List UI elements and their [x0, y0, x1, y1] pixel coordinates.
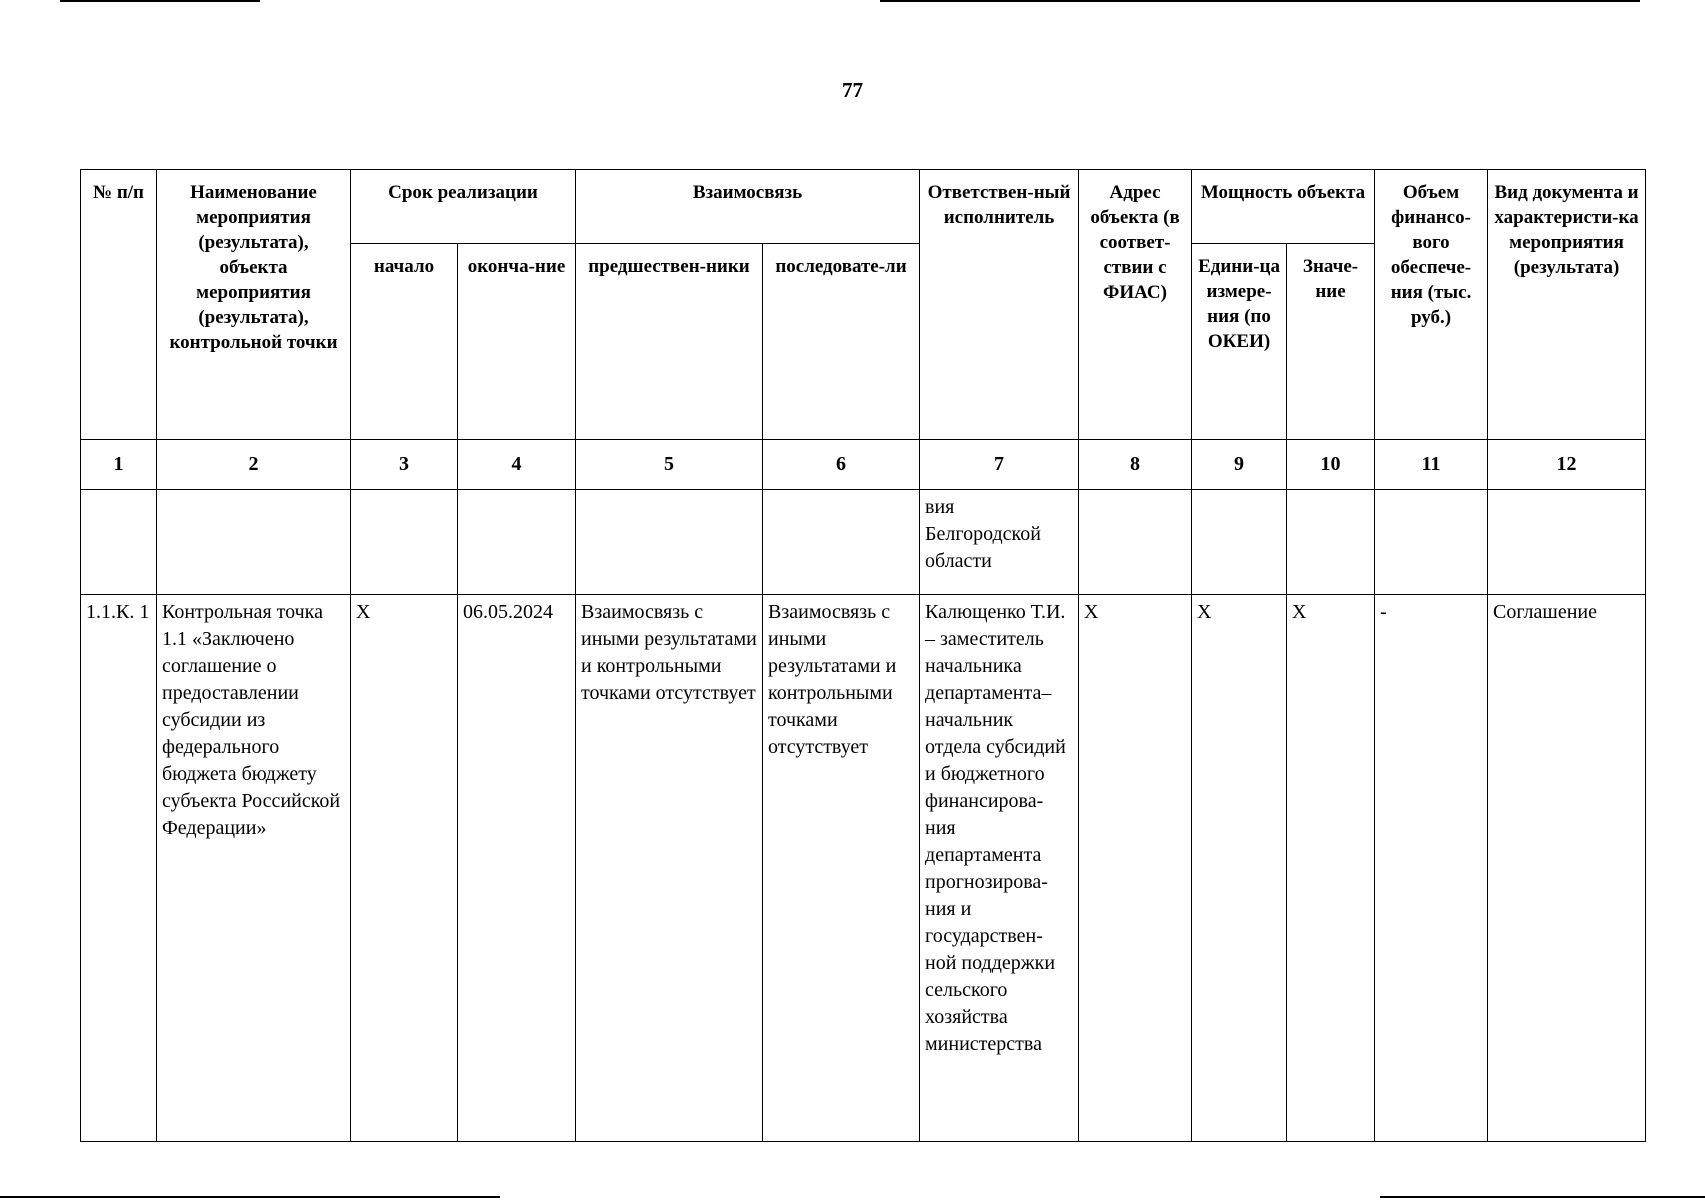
column-number: 3 — [351, 440, 458, 490]
table-cell — [458, 490, 576, 595]
header-row-1 — [81, 170, 1646, 244]
table-cell — [351, 490, 458, 595]
column-number: 11 — [1375, 440, 1488, 490]
header-address: Адрес объекта (в соответ-ствии с ФИАС) — [1079, 170, 1192, 440]
row-name: Контрольная точка 1.1 «Заключено соглашение о предоставлении субсидии из федерального бюджета бюджету субъекта Российской Федерации» — [157, 595, 351, 1142]
header-responsible: Ответствен-ный исполнитель — [920, 170, 1079, 440]
scan-edge-bottom-left — [0, 1196, 500, 1198]
scan-edge-top-left — [60, 0, 260, 2]
header-finance: Объем финансо-вого обеспече-ния (тыс. руб.) — [1375, 170, 1488, 440]
table-cell — [81, 490, 157, 595]
scan-edge-bottom-right — [1380, 1196, 1705, 1198]
row-document: Соглашение — [1488, 595, 1646, 1142]
column-number: 8 — [1079, 440, 1192, 490]
header-power-unit: Едини-ца измере-ния (по ОКЕИ) — [1192, 244, 1287, 440]
table-cell — [763, 490, 920, 595]
header-document: Вид документа и характеристи-ка мероприятия (результата) — [1488, 170, 1646, 440]
header-name: Наименование мероприятия (результата), объекта мероприятия (результата), контрольной точки — [157, 170, 351, 440]
continuation-row — [81, 490, 1646, 595]
page-number: 77 — [842, 78, 863, 102]
table-cell — [1287, 490, 1375, 595]
row-next: Взаимосвязь с иными результатами и контрольными точками отсутствует — [763, 595, 920, 1142]
table-cell — [1192, 490, 1287, 595]
row-unit: X — [1192, 595, 1287, 1142]
column-number: 12 — [1488, 440, 1646, 490]
table-cell — [1488, 490, 1646, 595]
column-number: 9 — [1192, 440, 1287, 490]
column-number: 1 — [81, 440, 157, 490]
column-number: 4 — [458, 440, 576, 490]
row-start: X — [351, 595, 458, 1142]
column-number: 7 — [920, 440, 1079, 490]
header-power: Мощность объекта — [1192, 170, 1375, 244]
header-link-prev: предшествен-ники — [576, 244, 763, 440]
header-power-value: Значе-ние — [1287, 244, 1375, 440]
header-num: № п/п — [81, 170, 157, 440]
plan-table — [80, 169, 1646, 1142]
header-link: Взаимосвязь — [576, 170, 920, 244]
row-address: X — [1079, 595, 1192, 1142]
header-term-end: оконча-ние — [458, 244, 576, 440]
column-number: 6 — [763, 440, 920, 490]
header-link-next: последовате-ли — [763, 244, 920, 440]
column-number: 2 — [157, 440, 351, 490]
continuation-responsible: вия Белгородской области — [920, 490, 1079, 595]
scan-edge-top-right — [880, 0, 1640, 2]
table-cell — [576, 490, 763, 595]
header-term: Срок реализации — [351, 170, 576, 244]
column-number: 10 — [1287, 440, 1375, 490]
row-num: 1.1.К. 1 — [81, 595, 157, 1142]
header-term-start: начало — [351, 244, 458, 440]
table-row — [81, 595, 1646, 1142]
row-end: 06.05.2024 — [458, 595, 576, 1142]
row-value: X — [1287, 595, 1375, 1142]
table-cell — [1375, 490, 1488, 595]
row-responsible: Калющенко Т.И. – заместитель начальника департамента– начальник отдела субсидий и бюджетного финансирова-ния департамента прогнозирова-ния и государствен-ной поддержки сельского хозяйства министерства — [920, 595, 1079, 1142]
row-prev: Взаимосвязь с иными результатами и контрольными точками отсутствует — [576, 595, 763, 1142]
column-number-row — [81, 440, 1646, 490]
column-number: 5 — [576, 440, 763, 490]
row-finance: - — [1375, 595, 1488, 1142]
table-cell — [1079, 490, 1192, 595]
table-cell — [157, 490, 351, 595]
